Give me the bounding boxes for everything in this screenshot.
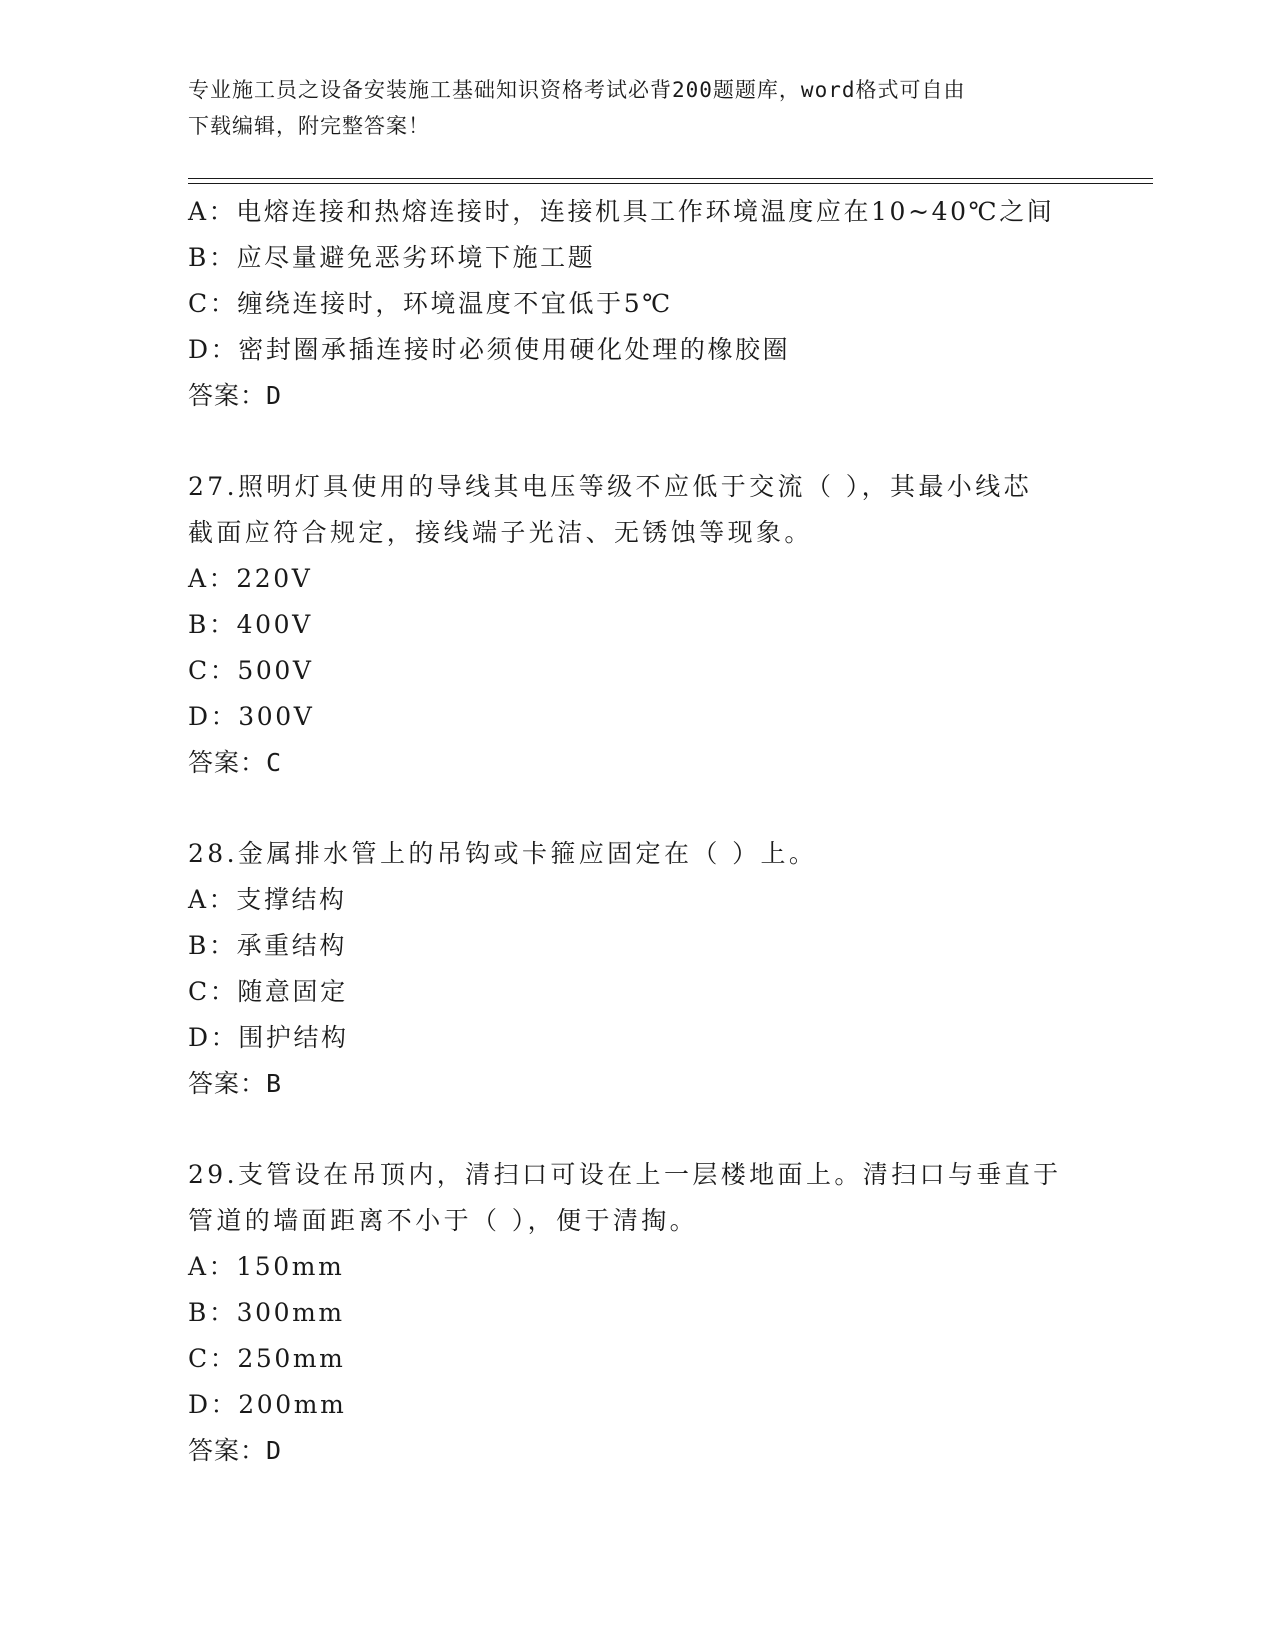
option-d: D：200mm xyxy=(188,1390,347,1419)
option-b: B：承重结构 xyxy=(188,931,347,960)
header-line-2: 下载编辑，附完整答案！ xyxy=(188,114,430,138)
question-stem: 管道的墙面距离不小于（ ），便于清掏。 xyxy=(188,1206,699,1235)
option-c: C：随意固定 xyxy=(188,977,348,1006)
answer-line: 答案：C xyxy=(188,748,283,777)
answer-line: 答案：D xyxy=(188,1436,283,1465)
option-c: C：250mm xyxy=(188,1344,346,1373)
option-a: A：220V xyxy=(188,564,313,593)
question-26 xyxy=(188,189,1088,419)
document-header xyxy=(188,72,1068,144)
question-stem: 28.金属排水管上的吊钩或卡箍应固定在（ ）上。 xyxy=(188,839,818,868)
option-b: B：应尽量避免恶劣环境下施工题 xyxy=(188,243,596,272)
option-d: D：围护结构 xyxy=(188,1023,349,1052)
header-line-1: 专业施工员之设备安装施工基础知识资格考试必背200题题库，word格式可自由 xyxy=(188,78,966,102)
question-27 xyxy=(188,464,1088,556)
option-b: B：400V xyxy=(188,610,313,639)
spacer xyxy=(188,786,1088,831)
question-28-options xyxy=(188,877,1088,1107)
header-divider-top xyxy=(188,178,1153,179)
spacer xyxy=(188,419,1088,464)
question-stem: 截面应符合规定，接线端子光洁、无锈蚀等现象。 xyxy=(188,518,813,547)
question-28 xyxy=(188,831,1088,877)
option-a: A：支撑结构 xyxy=(188,885,347,914)
question-29 xyxy=(188,1152,1088,1244)
option-a: A：电熔连接和热熔连接时，连接机具工作环境温度应在10~40℃之间 xyxy=(188,197,1055,226)
question-29-options xyxy=(188,1244,1088,1474)
question-27-options xyxy=(188,556,1088,786)
question-stem: 27.照明灯具使用的导线其电压等级不应低于交流（ ），其最小线芯 xyxy=(188,472,1033,501)
option-d: D：300V xyxy=(188,702,315,731)
header-divider-bottom xyxy=(188,183,1153,184)
answer-line: 答案：D xyxy=(188,381,283,410)
option-b: B：300mm xyxy=(188,1298,345,1327)
option-a: A：150mm xyxy=(188,1252,345,1281)
option-c: C：500V xyxy=(188,656,314,685)
answer-line: 答案：B xyxy=(188,1069,283,1098)
question-list xyxy=(188,189,1088,1474)
question-stem: 29.支管设在吊顶内，清扫口可设在上一层楼地面上。清扫口与垂直于 xyxy=(188,1160,1062,1189)
option-c: C：缠绕连接时，环境温度不宜低于5℃ xyxy=(188,289,673,318)
spacer xyxy=(188,1107,1088,1152)
option-d: D：密封圈承插连接时必须使用硬化处理的橡胶圈 xyxy=(188,335,791,364)
